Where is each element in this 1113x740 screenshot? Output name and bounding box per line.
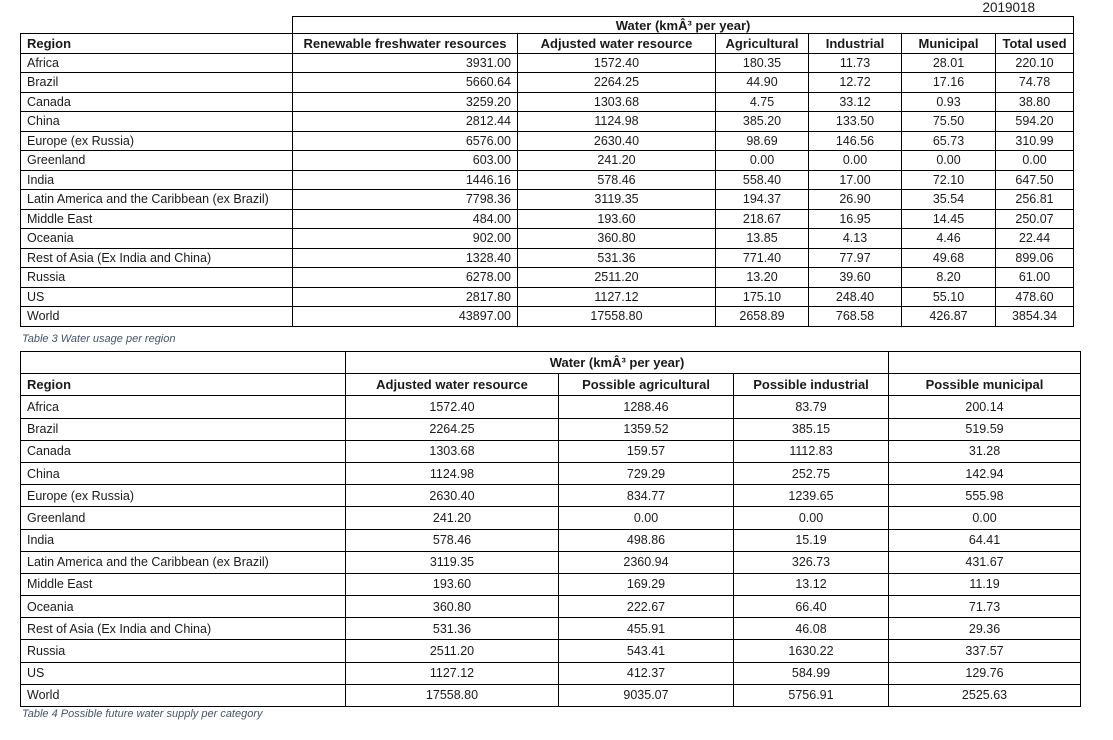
value-cell: 98.69 [716,131,809,151]
column-header-possible-agricultural: Possible agricultural [559,374,734,396]
value-cell: 1572.40 [346,396,559,418]
region-cell: Africa [21,53,293,73]
value-cell: 38.80 [996,92,1074,112]
table-row [21,287,1074,307]
value-cell: 0.93 [902,92,996,112]
table-row [21,396,1081,418]
future-water-supply-table-body [21,396,1081,707]
value-cell: 771.40 [716,248,809,268]
value-cell: 326.73 [734,551,889,573]
value-cell: 2630.40 [346,485,559,507]
water-units-header: Water (kmÂ³ per year) [293,17,1074,34]
table-row [21,485,1081,507]
value-cell: 31.28 [889,440,1081,462]
table4-caption: Table 4 Possible future water supply per category [22,708,263,720]
value-cell: 146.56 [809,131,902,151]
value-cell: 129.76 [889,662,1081,684]
value-cell: 0.00 [716,151,809,171]
table-row [21,92,1074,112]
table-row [21,131,1074,151]
region-cell: Brazil [21,418,346,440]
value-cell: 555.98 [889,485,1081,507]
value-cell: 35.54 [902,190,996,210]
value-cell: 1112.83 [734,440,889,462]
value-cell: 578.46 [518,170,716,190]
value-cell: 431.67 [889,551,1081,573]
value-cell: 17558.80 [346,684,559,706]
value-cell: 360.80 [346,596,559,618]
region-cell: India [21,170,293,190]
value-cell: 49.68 [902,248,996,268]
value-cell: 2511.20 [346,640,559,662]
value-cell: 13.12 [734,573,889,595]
value-cell: 484.00 [293,209,518,229]
value-cell: 133.50 [809,112,902,132]
region-cell: China [21,112,293,132]
region-cell: Rest of Asia (Ex India and China) [21,618,346,640]
value-cell: 2511.20 [518,268,716,288]
value-cell: 902.00 [293,229,518,249]
column-header-row [21,34,1074,54]
value-cell: 175.10 [716,287,809,307]
value-cell: 15.19 [734,529,889,551]
value-cell: 12.72 [809,73,902,93]
value-cell: 543.41 [559,640,734,662]
water-usage-table-body [21,53,1074,326]
value-cell: 1127.12 [346,662,559,684]
merged-header-row [21,352,1081,374]
table-row [21,507,1081,529]
table-row [21,462,1081,484]
table-row [21,529,1081,551]
region-cell: Greenland [21,507,346,529]
value-cell: 241.20 [346,507,559,529]
column-header-agricultural: Agricultural [716,34,809,54]
value-cell: 77.97 [809,248,902,268]
value-cell: 2264.25 [518,73,716,93]
value-cell: 412.37 [559,662,734,684]
value-cell: 2630.40 [518,131,716,151]
region-cell: Brazil [21,73,293,93]
value-cell: 455.91 [559,618,734,640]
table-row [21,73,1074,93]
value-cell: 220.10 [996,53,1074,73]
value-cell: 4.75 [716,92,809,112]
value-cell: 17.00 [809,170,902,190]
value-cell: 83.79 [734,396,889,418]
table-row [21,596,1081,618]
region-cell: China [21,462,346,484]
future-water-supply-table [20,351,1081,707]
region-cell: India [21,529,346,551]
value-cell: 310.99 [996,131,1074,151]
value-cell: 0.00 [996,151,1074,171]
column-header-total-used: Total used [996,34,1074,54]
value-cell: 5756.91 [734,684,889,706]
value-cell: 3854.34 [996,307,1074,327]
value-cell: 1124.98 [518,112,716,132]
value-cell: 1239.65 [734,485,889,507]
table-row [21,662,1081,684]
value-cell: 1359.52 [559,418,734,440]
table3-caption: Table 3 Water usage per region [22,333,176,345]
value-cell: 1124.98 [346,462,559,484]
value-cell: 11.19 [889,573,1081,595]
value-cell: 55.10 [902,287,996,307]
value-cell: 426.87 [902,307,996,327]
value-cell: 558.40 [716,170,809,190]
value-cell: 16.95 [809,209,902,229]
value-cell: 2525.63 [889,684,1081,706]
value-cell: 7798.36 [293,190,518,210]
water-units-header: Water (kmÂ³ per year) [346,352,889,374]
value-cell: 2812.44 [293,112,518,132]
value-cell: 33.12 [809,92,902,112]
value-cell: 834.77 [559,485,734,507]
header-spacer-cell [21,17,293,34]
value-cell: 159.57 [559,440,734,462]
value-cell: 169.29 [559,573,734,595]
column-header-possible-municipal: Possible municipal [889,374,1081,396]
value-cell: 0.00 [809,151,902,171]
value-cell: 2264.25 [346,418,559,440]
value-cell: 1630.22 [734,640,889,662]
region-cell: Middle East [21,209,293,229]
table-row [21,209,1074,229]
value-cell: 729.29 [559,462,734,484]
value-cell: 200.14 [889,396,1081,418]
value-cell: 28.01 [902,53,996,73]
column-header-row [21,374,1081,396]
value-cell: 65.73 [902,131,996,151]
value-cell: 222.67 [559,596,734,618]
value-cell: 3119.35 [518,190,716,210]
column-header-region: Region [21,374,346,396]
value-cell: 193.60 [346,573,559,595]
merged-header-row [21,17,1074,34]
value-cell: 71.73 [889,596,1081,618]
value-cell: 256.81 [996,190,1074,210]
value-cell: 14.45 [902,209,996,229]
value-cell: 218.67 [716,209,809,229]
value-cell: 44.90 [716,73,809,93]
table-row [21,618,1081,640]
value-cell: 498.86 [559,529,734,551]
region-cell: US [21,287,293,307]
value-cell: 74.78 [996,73,1074,93]
column-header-adjusted-water: Adjusted water resource [518,34,716,54]
table-row [21,248,1074,268]
value-cell: 64.41 [889,529,1081,551]
value-cell: 0.00 [889,507,1081,529]
region-cell: Canada [21,92,293,112]
table-row [21,53,1074,73]
value-cell: 43897.00 [293,307,518,327]
value-cell: 11.73 [809,53,902,73]
value-cell: 478.60 [996,287,1074,307]
header-empty-cell [889,352,1081,374]
value-cell: 241.20 [518,151,716,171]
value-cell: 26.90 [809,190,902,210]
value-cell: 385.20 [716,112,809,132]
region-cell: Russia [21,268,293,288]
value-cell: 531.36 [346,618,559,640]
value-cell: 13.85 [716,229,809,249]
region-cell: US [21,662,346,684]
region-cell: Oceania [21,229,293,249]
value-cell: 2658.89 [716,307,809,327]
region-cell: Greenland [21,151,293,171]
value-cell: 248.40 [809,287,902,307]
region-cell: Latin America and the Caribbean (ex Brazil) [21,551,346,573]
region-cell: Latin America and the Caribbean (ex Brazil) [21,190,293,210]
column-header-industrial: Industrial [809,34,902,54]
value-cell: 142.94 [889,462,1081,484]
value-cell: 1303.68 [346,440,559,462]
value-cell: 66.40 [734,596,889,618]
value-cell: 0.00 [559,507,734,529]
column-header-region: Region [21,34,293,54]
value-cell: 72.10 [902,170,996,190]
value-cell: 1328.40 [293,248,518,268]
value-cell: 1446.16 [293,170,518,190]
value-cell: 2360.94 [559,551,734,573]
table-row [21,684,1081,706]
value-cell: 4.13 [809,229,902,249]
table-row [21,551,1081,573]
value-cell: 3119.35 [346,551,559,573]
value-cell: 385.15 [734,418,889,440]
value-cell: 193.60 [518,209,716,229]
region-cell: Oceania [21,596,346,618]
document-number: 2019018 [982,0,1035,15]
value-cell: 594.20 [996,112,1074,132]
value-cell: 1572.40 [518,53,716,73]
value-cell: 194.37 [716,190,809,210]
value-cell: 180.35 [716,53,809,73]
value-cell: 768.58 [809,307,902,327]
value-cell: 337.57 [889,640,1081,662]
table-row [21,440,1081,462]
value-cell: 4.46 [902,229,996,249]
value-cell: 13.20 [716,268,809,288]
column-header-renewable-freshwater: Renewable freshwater resources [293,34,518,54]
value-cell: 61.00 [996,268,1074,288]
value-cell: 1127.12 [518,287,716,307]
value-cell: 3931.00 [293,53,518,73]
value-cell: 584.99 [734,662,889,684]
table-row [21,640,1081,662]
value-cell: 8.20 [902,268,996,288]
region-cell: World [21,307,293,327]
value-cell: 647.50 [996,170,1074,190]
header-empty-cell [21,352,346,374]
value-cell: 531.36 [518,248,716,268]
value-cell: 6278.00 [293,268,518,288]
region-cell: Middle East [21,573,346,595]
value-cell: 6576.00 [293,131,518,151]
table-row [21,229,1074,249]
value-cell: 1303.68 [518,92,716,112]
value-cell: 2817.80 [293,287,518,307]
table-row [21,573,1081,595]
table-row [21,151,1074,171]
region-cell: Canada [21,440,346,462]
value-cell: 0.00 [734,507,889,529]
value-cell: 578.46 [346,529,559,551]
region-cell: Africa [21,396,346,418]
value-cell: 1288.46 [559,396,734,418]
value-cell: 252.75 [734,462,889,484]
table-row [21,268,1074,288]
value-cell: 603.00 [293,151,518,171]
table-row [21,307,1074,327]
value-cell: 22.44 [996,229,1074,249]
value-cell: 39.60 [809,268,902,288]
region-cell: Europe (ex Russia) [21,131,293,151]
column-header-possible-industrial: Possible industrial [734,374,889,396]
value-cell: 0.00 [902,151,996,171]
value-cell: 17.16 [902,73,996,93]
region-cell: Europe (ex Russia) [21,485,346,507]
value-cell: 9035.07 [559,684,734,706]
value-cell: 899.06 [996,248,1074,268]
table-row [21,418,1081,440]
table-row [21,190,1074,210]
table-row [21,170,1074,190]
value-cell: 5660.64 [293,73,518,93]
region-cell: Rest of Asia (Ex India and China) [21,248,293,268]
value-cell: 519.59 [889,418,1081,440]
column-header-adjusted-water: Adjusted water resource [346,374,559,396]
value-cell: 360.80 [518,229,716,249]
table-row [21,112,1074,132]
value-cell: 250.07 [996,209,1074,229]
value-cell: 75.50 [902,112,996,132]
region-cell: World [21,684,346,706]
value-cell: 17558.80 [518,307,716,327]
column-header-municipal: Municipal [902,34,996,54]
value-cell: 29.36 [889,618,1081,640]
value-cell: 3259.20 [293,92,518,112]
value-cell: 46.08 [734,618,889,640]
water-usage-table [20,16,1074,327]
region-cell: Russia [21,640,346,662]
